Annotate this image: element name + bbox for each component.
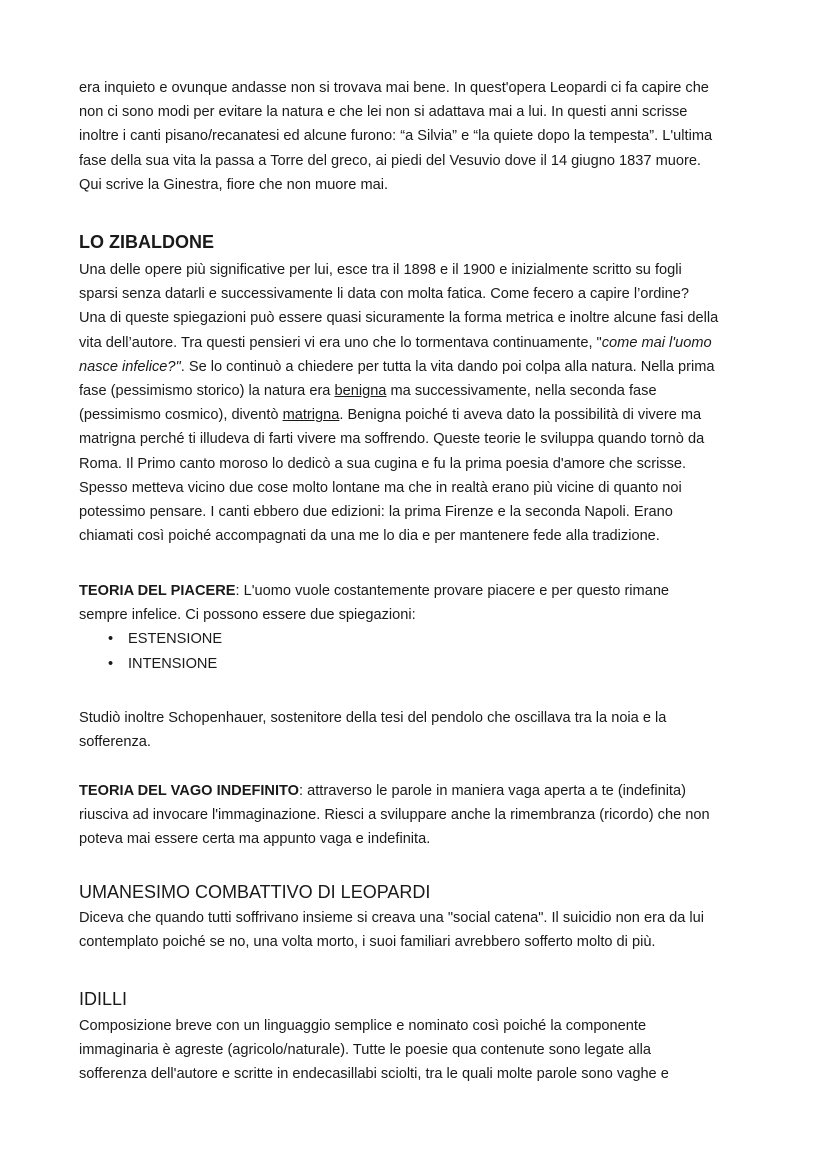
text-line: Una di queste spiegazioni può essere quasi sicuramente la forma metrica e inoltre alcune fasi della bbox=[79, 310, 719, 327]
section-zibaldone bbox=[79, 230, 759, 254]
text-line bbox=[79, 779, 759, 803]
list-item: • INTENSIONE bbox=[79, 652, 759, 676]
bullet-list bbox=[79, 627, 759, 675]
text-span: : attraverso le parole in maniera vaga aperta a te (indefinita) bbox=[299, 783, 686, 799]
text-line: era inquieto e ovunque andasse non si trovava mai bene. In quest'opera Leopardi ci fa capire che bbox=[79, 80, 709, 96]
text-span: ma successivamente, nella seconda fase bbox=[386, 383, 657, 400]
vago-paragraph bbox=[79, 779, 759, 852]
intro-paragraph bbox=[79, 76, 759, 197]
text-line: potessimo pensare. I canti ebbero due edizioni: la prima Firenze e la seconda Napoli. Erano bbox=[79, 504, 673, 521]
text-line: matrigna perché ti illudeva di farti vivere ma soffrendo. Queste teorie le sviluppa quando tornò da bbox=[79, 431, 705, 448]
text-line: fase della sua vita la passa a Torre del greco, ai piedi del Vesuvio dove il 14 giugno 1837 muore. bbox=[79, 152, 701, 169]
section-heading: IDILLI bbox=[79, 989, 128, 1009]
text-line: Diceva che quando tutti soffrivano insieme si creava una "social catena". Il suicidio non era da lui bbox=[79, 910, 705, 926]
zibaldone-paragraph bbox=[79, 258, 759, 548]
text-line: sempre infelice. Ci possono essere due spiegazioni: bbox=[79, 607, 416, 624]
schopenhauer-paragraph bbox=[79, 706, 759, 754]
text-span: (pessimismo cosmico), diventò bbox=[79, 407, 283, 424]
text-line bbox=[79, 579, 759, 603]
text-line: Qui scrive la Ginestra, fiore che non muore mai. bbox=[79, 176, 389, 193]
text-span: . Se lo continuò a chiedere per tutta la vita dando poi colpa alla natura. Nella prima bbox=[180, 358, 715, 375]
text-span: vita dell’autore. Tra questi pensieri vi era uno che lo tormentava continuamente, " bbox=[79, 334, 602, 351]
text-line: Composizione breve con un linguaggio semplice e nominato così poiché la componente bbox=[79, 1018, 647, 1034]
text-line: poteva mai essere certa ma appunto vaga e indefinita. bbox=[79, 831, 431, 848]
text-line: Una delle opere più significative per lui, esce tra il 1898 e il 1900 e inizialmente scritto su fogli bbox=[79, 262, 682, 278]
text-line: sparsi senza datarli e successivamente li data con molta fatica. Come fecero a capire l’ordine? bbox=[79, 286, 689, 303]
bold-label: TEORIA DEL VAGO INDEFINITO bbox=[79, 783, 300, 799]
text-line: contemplato poiché se no, una volta morto, i suoi familiari avrebbero sofferto molto di più. bbox=[79, 934, 656, 951]
idilli-paragraph bbox=[79, 1014, 759, 1087]
bold-label: TEORIA DEL PIACERE bbox=[79, 583, 236, 599]
section-heading: UMANESIMO COMBATTIVO DI LEOPARDI bbox=[79, 882, 431, 902]
text-span: . Benigna poiché ti aveva dato la possibilità di vivere ma bbox=[339, 407, 702, 424]
italic-quote: come mai l'uomo bbox=[601, 334, 712, 351]
section-idilli bbox=[79, 987, 759, 1011]
text-line: non ci sono modi per evitare la natura e che lei non si adattava mai a lui. In questi anni scrisse bbox=[79, 104, 688, 121]
piacere-paragraph bbox=[79, 579, 759, 676]
list-item: • ESTENSIONE bbox=[79, 627, 759, 651]
umanesimo-paragraph bbox=[79, 906, 759, 954]
text-line bbox=[79, 403, 759, 427]
text-span: fase (pessimismo storico) la natura era bbox=[79, 383, 335, 400]
text-line: sofferenza dell'autore e scritte in endecasillabi sciolti, tra le quali molte parole sono vaghe e bbox=[79, 1066, 669, 1083]
text-line: Roma. Il Primo canto moroso lo dedicò a sua cugina e fu la prima poesia d'amore che scrisse. bbox=[79, 455, 687, 472]
text-line bbox=[79, 331, 759, 355]
section-umanesimo bbox=[79, 880, 759, 904]
text-line: immaginaria è agreste (agricolo/naturale). Tutte le poesie qua contenute sono legate alla bbox=[79, 1042, 651, 1059]
text-line: sofferenza. bbox=[79, 734, 151, 751]
text-line: chiamati così poiché accompagnati da una me lo dia e per mantenere fede alla tradizione. bbox=[79, 528, 660, 545]
text-line: inoltre i canti pisano/recanatesi ed alcune furono: “a Silvia” e “la quiete dopo la tempesta”. L'ultima bbox=[79, 128, 713, 145]
text-line bbox=[79, 355, 759, 379]
section-heading: LO ZIBALDONE bbox=[79, 232, 214, 252]
text-line: Studiò inoltre Schopenhauer, sostenitore della tesi del pendolo che oscillava tra la noia e la bbox=[79, 710, 667, 726]
underlined-term: matrigna bbox=[282, 407, 340, 424]
underlined-term: benigna bbox=[334, 383, 387, 400]
text-line: Spesso metteva vicino due cose molto lontane ma che in realtà erano più vicine di quanto noi bbox=[79, 479, 682, 496]
italic-quote: nasce infelice?" bbox=[79, 358, 181, 375]
text-span: : L'uomo vuole costantemente provare piacere e per questo rimane bbox=[235, 583, 670, 599]
text-line bbox=[79, 379, 759, 403]
text-line: riusciva ad invocare l'immaginazione. Riesci a sviluppare anche la rimembranza (ricordo) che non bbox=[79, 807, 710, 824]
